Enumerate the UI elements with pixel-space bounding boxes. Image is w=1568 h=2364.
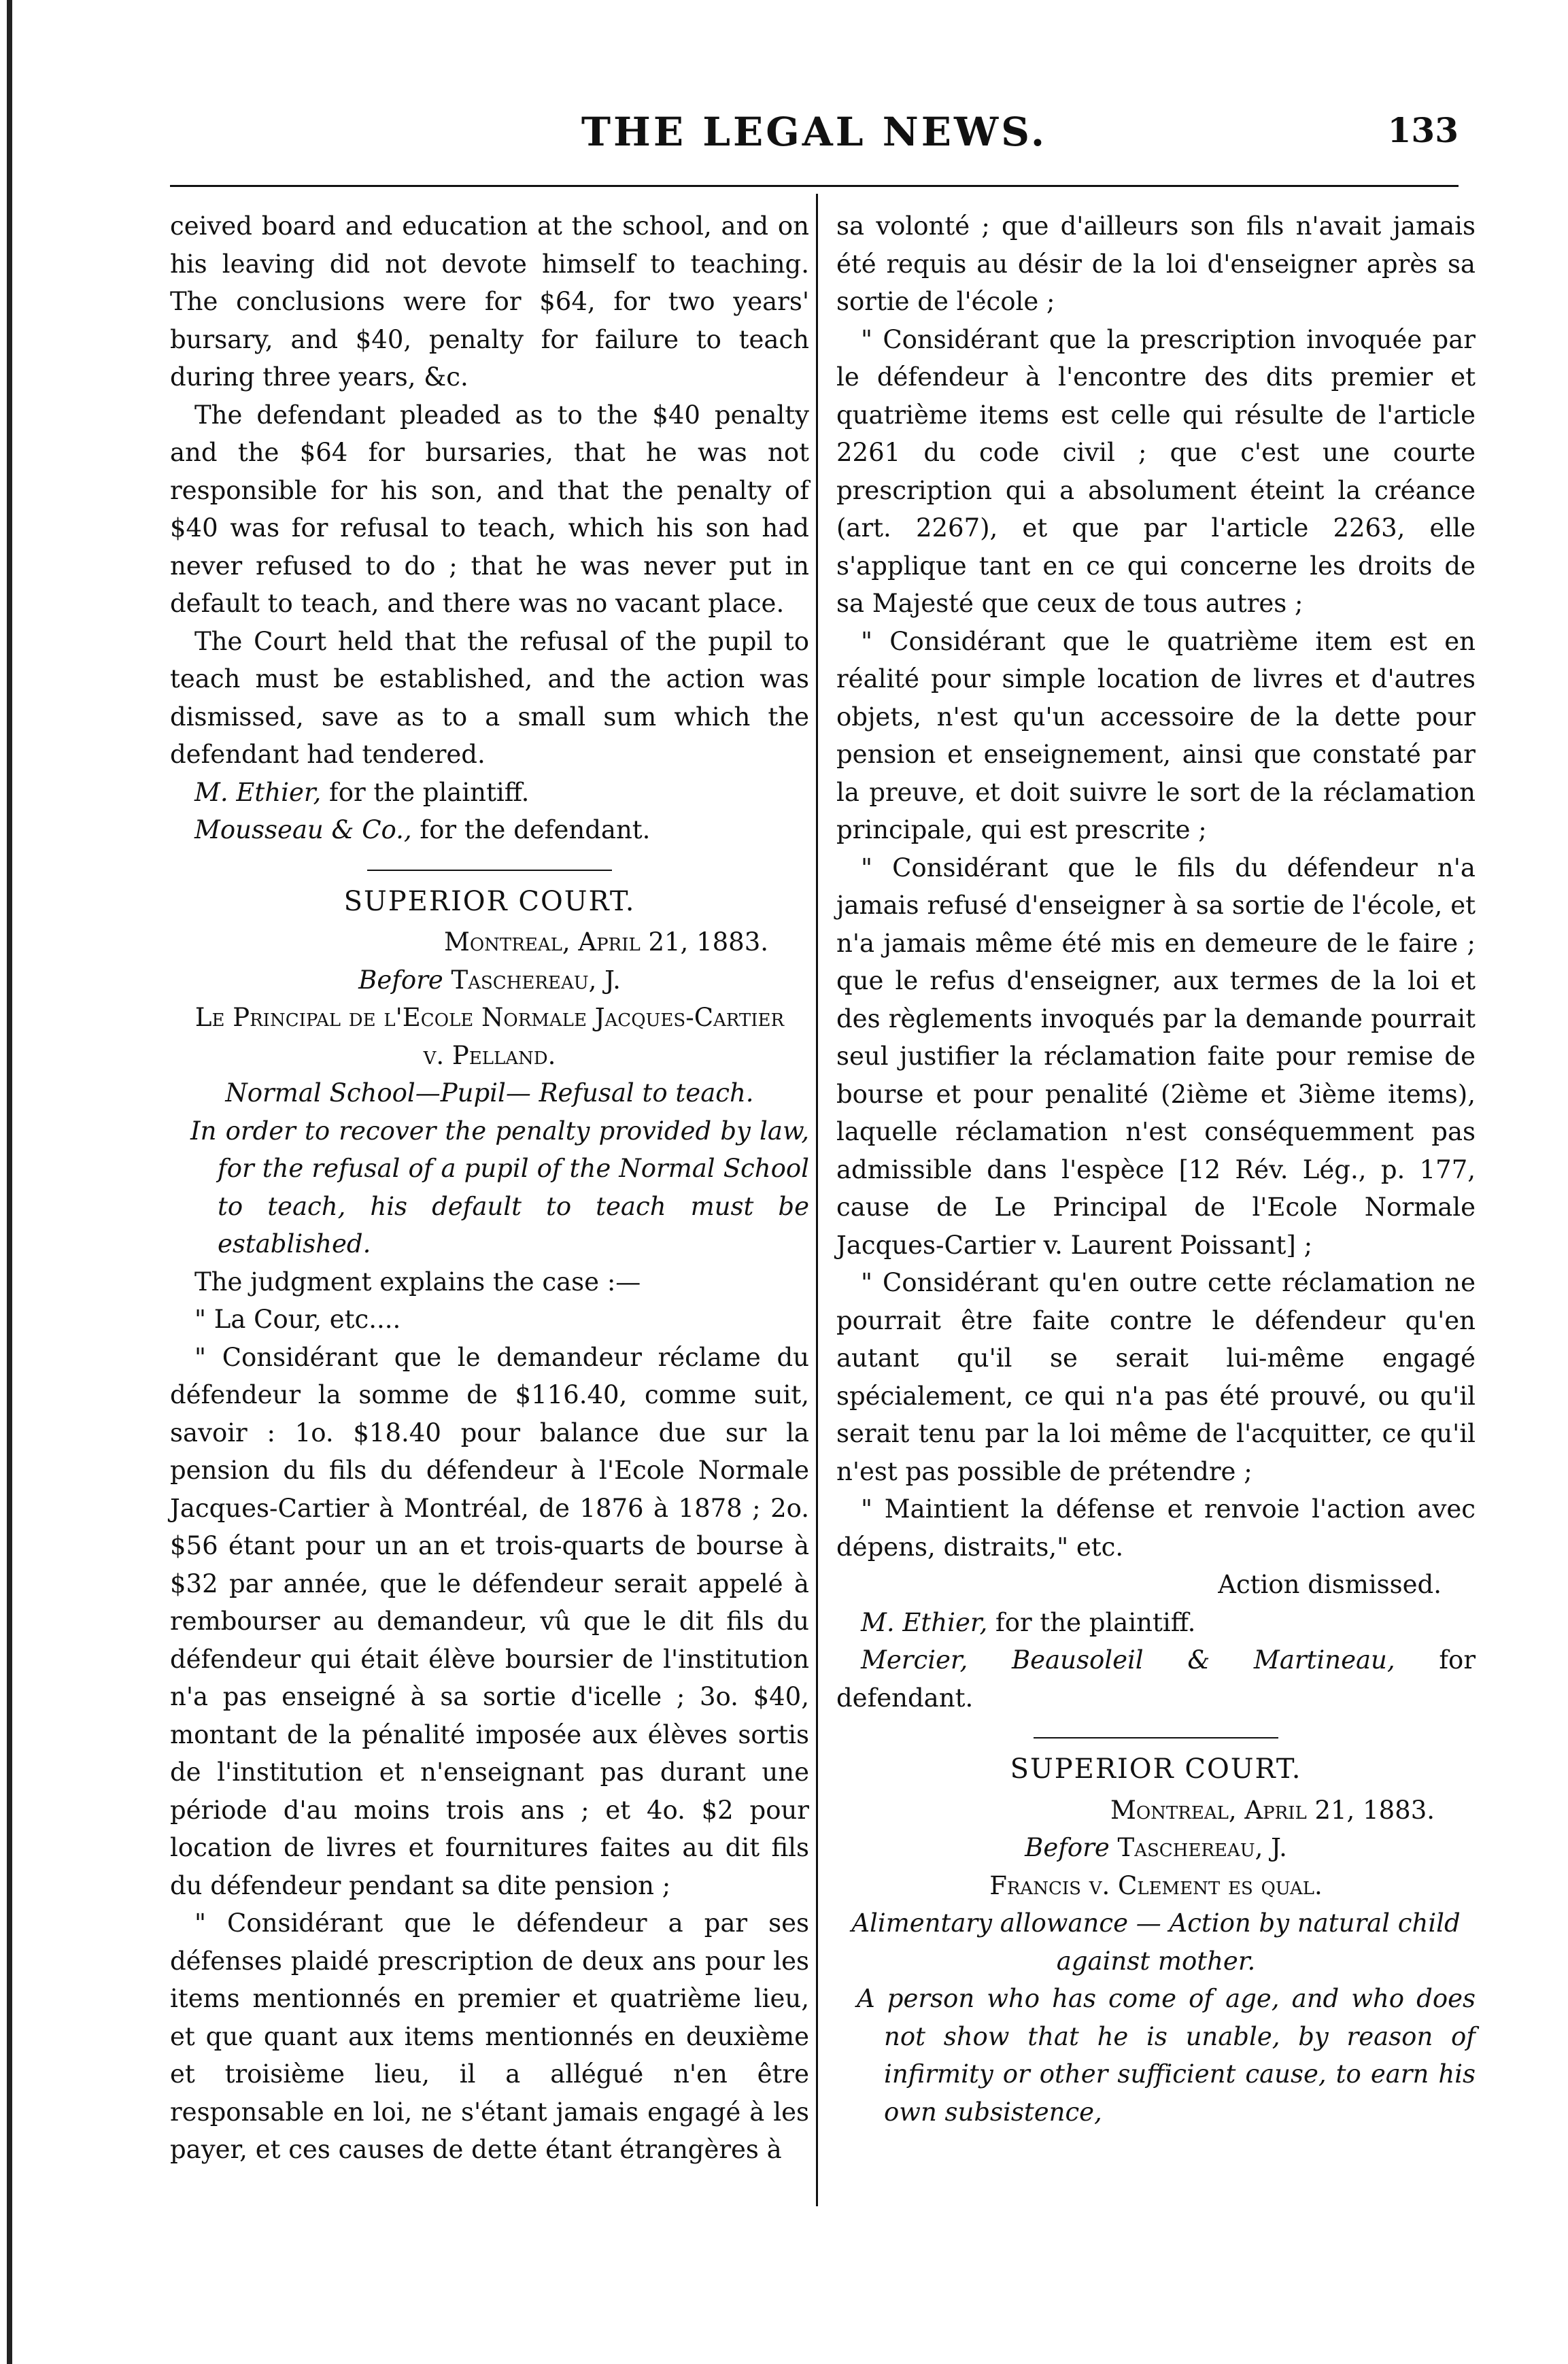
counsel-line <box>170 811 809 849</box>
court-heading: SUPERIOR COURT. <box>343 885 636 917</box>
page-binding-edge <box>7 0 12 2364</box>
case-title: Le Principal de l'Ecole Normale Jacques-Cartier v. Pelland. <box>194 1003 785 1070</box>
counsel-name: Mousseau & Co., <box>194 815 412 844</box>
journal-title: THE LEGAL NEWS. <box>581 109 1048 155</box>
counsel-name: Mercier, Beausoleil & Martineau, <box>861 1645 1395 1675</box>
before-word: Before <box>358 965 443 995</box>
paragraph: sa volonté ; que d'ailleurs son fils n'avait jamais été requis au désir de la loi d'enseigner après sa sortie de l'école ; <box>836 211 1476 316</box>
running-header <box>170 102 1459 156</box>
paragraph: " Considérant que le demandeur réclame du défendeur la somme de $116.40, comme suit, savoir : 1o. $18.40 pour balance due sur la pension du fils du défendeur à l'Ecole Normale Jacques-Cartier à Montréal, de 1876 à 1878 ; 2o. $56 étant pour un an et trois-quarts de bourse à $32 par année, que le défendeur serait appelé à rembourser au demandeur, vû que le dit fils du défendeur qui était élève boursier de l'institution n'a pas enseigné à sa sortie d'icelle ; 3o. $40, montant de la pénalité imposée aux élèves sortis de l'institution et n'enseignant pas durant une période d'au moins trois ans ; et 4o. $2 pour location de livres et fournitures faites au dit fils du défendeur pendant sa dite pension ; <box>170 1342 809 1900</box>
result-line: Action dismissed. <box>1218 1570 1442 1599</box>
counsel-role: for the plaintiff. <box>321 777 530 807</box>
paragraph: " Considérant que le quatrième item est en réalité pour simple location de livres et d'autres objets, n'est qu'un accessoire de la dette pour pension et enseignement, ainsi que constaté par la preuve, et doit suivre le sort de la réclamation principale, qui est prescrite ; <box>836 626 1476 844</box>
right-column <box>836 207 1476 2131</box>
left-column <box>170 207 809 2169</box>
paragraph: " Considérant que le défendeur a par ses défenses plaidé prescription de deux ans pour les items mentionnés en premier et quatrième lieu, et que quant aux items mentionnés en deuxième et troisième lieu, il a allégué n'en être responsable en loi, ne s'étant jamais engagé à les payer, et ces causes de dette étant étrangères à <box>170 1908 809 2164</box>
place-date: Montreal, April 21, 1883. <box>1110 1795 1435 1825</box>
page-number: 133 <box>1387 110 1459 150</box>
counsel-line <box>836 1604 1476 1642</box>
paragraph: The judgment explains the case :— <box>194 1267 641 1297</box>
headnote: In order to recover the penalty provided by law, for the refusal of a pupil of the Normal School to teach, his default to teach must be established. <box>190 1116 809 1258</box>
case-subject: Alimentary allowance — Action by natural child against mother. <box>851 1908 1461 1976</box>
paragraph: " Considérant qu'en outre cette réclamation ne pourrait être faite contre le défendeur qu'en autant qu'il se serait lui-même engagé spécialement, ce qui n'a pas été prouvé, ou qu'il serait tenu par la loi même de l'acquitter, ce qu'il n'est pas possible de prétendre ; <box>836 1268 1476 1486</box>
paragraph: " Maintient la défense et renvoie l'action avec dépens, distraits," etc. <box>836 1494 1476 1562</box>
paragraph: The Court held that the refusal of the pupil to teach must be established, and the action was dismissed, save as to a small sum which the defendant had tendered. <box>170 626 809 769</box>
before-word: Before <box>1025 1833 1110 1862</box>
place-date: Montreal, April 21, 1883. <box>443 927 768 957</box>
section-rule <box>367 870 612 871</box>
paragraph: " Considérant que le fils du défendeur n'a jamais refusé d'enseigner à sa sortie de l'école, et n'a jamais même été mis en demeure de le faire ; que le refus d'enseigner, aux termes de la loi et des règlements invoqués par la demande pourrait seul justifier la réclamation faite pour remise de bourse et pour penalité (2ième et 3ième items), laquelle réclamation n'est conséquemment pas admissible dans l'espèce [12 Rév. Lég., p. 177, cause de Le Principal de l'Ecole Normale Jacques-Cartier v. Laurent Poissant] ; <box>836 853 1476 1260</box>
counsel-line <box>170 774 809 812</box>
case-subject: Normal School—Pupil— Refusal to teach. <box>225 1078 754 1108</box>
court-heading: SUPERIOR COURT. <box>1010 1753 1302 1785</box>
paragraph: The defendant pleaded as to the $40 penalty and the $64 for bursaries, that he was not responsible for his son, and that the penalty of $40 was for refusal to teach, which his son had never refused to do ; that he was never put in default to teach, and there was no vacant place. <box>170 400 809 618</box>
judge-line <box>836 1829 1476 1867</box>
header-rule <box>170 185 1459 187</box>
counsel-role: for defendant. <box>836 1645 1476 1713</box>
case-title: Francis v. Clement es qual. <box>989 1870 1323 1900</box>
column-divider <box>816 194 818 2206</box>
judge-line <box>170 961 809 999</box>
counsel-role: for the defendant. <box>411 815 651 844</box>
section-rule <box>1034 1737 1278 1738</box>
judge-name: Taschereau, J. <box>443 965 621 995</box>
paragraph: ceived board and education at the school, and on his leaving did not devote himself to teaching. The conclusions were for $64, for two years' bursary, and $40, penalty for failure to teach during three years, &c. <box>170 211 809 392</box>
counsel-line <box>836 1641 1476 1717</box>
paragraph: " La Cour, etc.... <box>194 1305 401 1334</box>
counsel-name: M. Ethier, <box>861 1607 988 1637</box>
headnote: A person who has come of age, and who does not show that he is unable, by reason of infirmity or other sufficient cause, to earn his own subsistence, <box>857 1984 1476 2127</box>
paragraph: " Considérant que la prescription invoquée par le défendeur à l'encontre des dits premier et quatrième items est celle qui résulte de l'article 2261 du code civil ; que c'est une courte prescription qui a absolument éteint la créance (art. 2267), et que par l'article 2263, elle s'applique tant en ce qui concerne les droits de sa Majesté que ceux de tous autres ; <box>836 324 1476 618</box>
counsel-role: for the plaintiff. <box>987 1607 1196 1637</box>
judge-name: Taschereau, J. <box>1109 1833 1287 1862</box>
counsel-name: M. Ethier, <box>194 777 322 807</box>
